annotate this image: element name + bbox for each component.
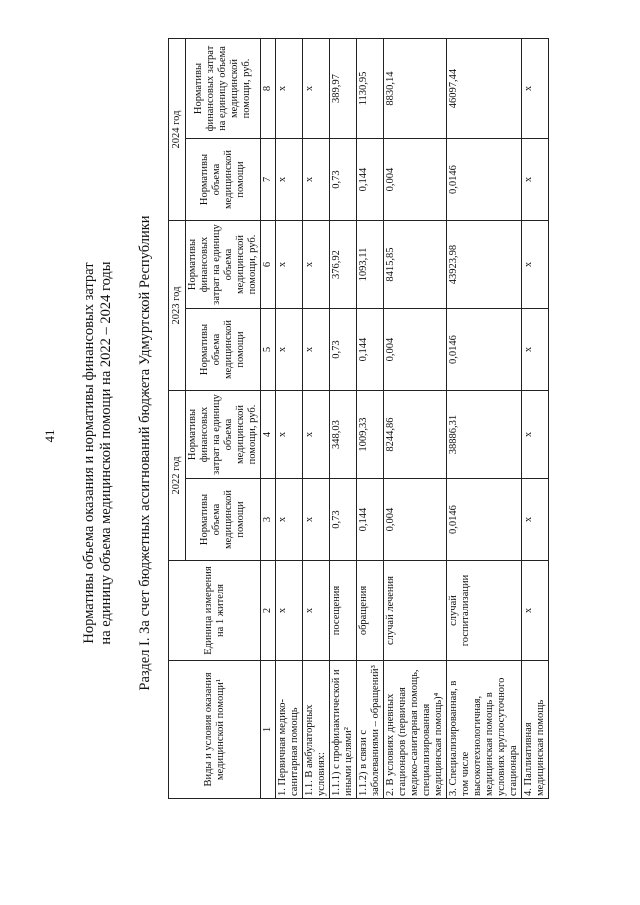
header-row-years [169,39,186,799]
cost-2022-cell: 38886,31 [447,391,522,479]
column-number: 3 [261,479,276,561]
volume-2024-cell: х [303,139,330,221]
column-number-row [261,39,276,799]
volume-2022-cell: х [276,479,303,561]
table-row [276,39,303,799]
care-type-cell: 1.1. В амбулаторных условиях: [303,661,330,799]
header-cost-2023: Нормативы финансовых затрат на единицу объема медицинской помощи, руб. [186,221,261,309]
column-number: 1 [261,661,276,799]
volume-2023-cell: 0,004 [384,309,447,391]
header-care-type: Виды и условия оказания медицинской помощи¹ [169,661,261,799]
standards-table [168,38,549,799]
volume-2023-cell: х [276,309,303,391]
header-year-2023: 2023 год [169,221,186,391]
cost-2023-cell: 8415,85 [384,221,447,309]
volume-2022-cell: х [522,479,549,561]
volume-2023-cell: 0,73 [330,309,357,391]
document-title [81,13,115,893]
cost-2022-cell: х [303,391,330,479]
header-year-2022: 2022 год [169,391,186,561]
cost-2024-cell: 8830,14 [384,39,447,139]
cost-2022-cell: 1009,33 [357,391,384,479]
column-number: 4 [261,391,276,479]
care-type-cell: 1.1.2) в связи с заболеваниями – обращений³ [357,661,384,799]
unit-cell: х [303,561,330,661]
title-line-1: Нормативы объема оказания и нормативы финансовых затрат [81,262,97,644]
volume-2024-cell: 0,0146 [447,139,522,221]
unit-cell: обращения [357,561,384,661]
volume-2023-cell: х [522,309,549,391]
volume-2022-cell: х [303,479,330,561]
cost-2022-cell: х [522,391,549,479]
unit-cell: случай госпитализации [447,561,522,661]
unit-cell: посещения [330,561,357,661]
cost-2023-cell: х [522,221,549,309]
table-row [384,39,447,799]
header-year-2024: 2024 год [169,39,186,221]
column-number: 7 [261,139,276,221]
care-type-cell: 2. В условиях дневных стационаров (первичная медико-санитарная помощь, специализированная медицинская помощь)⁴ [384,661,447,799]
cost-2024-cell: х [303,39,330,139]
volume-2024-cell: 0,004 [384,139,447,221]
cost-2023-cell: 43923,98 [447,221,522,309]
volume-2022-cell: 0,73 [330,479,357,561]
volume-2024-cell: 0,144 [357,139,384,221]
cost-2023-cell: х [303,221,330,309]
header-cost-2024: Нормативы финансовых затрат на единицу объема медицинской помощи, руб. [186,39,261,139]
care-type-cell: 3. Специализированная, в том числе высокотехнологичная, медицинская помощь в условиях круглосуточного стационара [447,661,522,799]
unit-cell: х [276,561,303,661]
page-number: 41 [42,429,57,443]
table-row [330,39,357,799]
table-row [303,39,330,799]
header-unit: Единица измерения на 1 жителя [169,561,261,661]
header-volume-2022: Нормативы объема медицинской помощи [186,479,261,561]
cost-2022-cell: 8244,86 [384,391,447,479]
header-volume-2024: Нормативы объема медицинской помощи [186,139,261,221]
care-type-cell: 4. Паллиативная медицинская помощь [522,661,549,799]
cost-2023-cell: 376,92 [330,221,357,309]
header-volume-2023: Нормативы объема медицинской помощи [186,309,261,391]
unit-cell: х [522,561,549,661]
column-number: 5 [261,309,276,391]
volume-2022-cell: 0,0146 [447,479,522,561]
cost-2024-cell: 389,97 [330,39,357,139]
volume-2023-cell: 0,144 [357,309,384,391]
title-line-2: на единицу объема медицинской помощи на 2022 – 2024 годы [98,261,114,645]
cost-2023-cell: 1093,11 [357,221,384,309]
volume-2023-cell: 0,0146 [447,309,522,391]
cost-2022-cell: х [276,391,303,479]
column-number: 6 [261,221,276,309]
volume-2022-cell: 0,004 [384,479,447,561]
section-title: Раздел I. За счет бюджетных ассигнований бюджета Удмуртской Республики [137,215,153,691]
table-row [357,39,384,799]
page-body [75,13,635,893]
cost-2024-cell: 46097,44 [447,39,522,139]
table-row [447,39,522,799]
header-cost-2022: Нормативы финансовых затрат на единицу объема медицинской помощи, руб. [186,391,261,479]
volume-2024-cell: х [276,139,303,221]
rotated-content [75,13,635,893]
volume-2024-cell: 0,73 [330,139,357,221]
volume-2024-cell: х [522,139,549,221]
table-row [522,39,549,799]
column-number: 2 [261,561,276,661]
cost-2024-cell: х [276,39,303,139]
cost-2024-cell: 1130,95 [357,39,384,139]
column-number: 8 [261,39,276,139]
volume-2022-cell: 0,144 [357,479,384,561]
volume-2023-cell: х [303,309,330,391]
unit-cell: случай лечения [384,561,447,661]
cost-2022-cell: 348,03 [330,391,357,479]
care-type-cell: 1. Первичная медико-санитарная помощь [276,661,303,799]
cost-2024-cell: х [522,39,549,139]
care-type-cell: 1.1.1) с профилактической и иными целями² [330,661,357,799]
cost-2023-cell: х [276,221,303,309]
